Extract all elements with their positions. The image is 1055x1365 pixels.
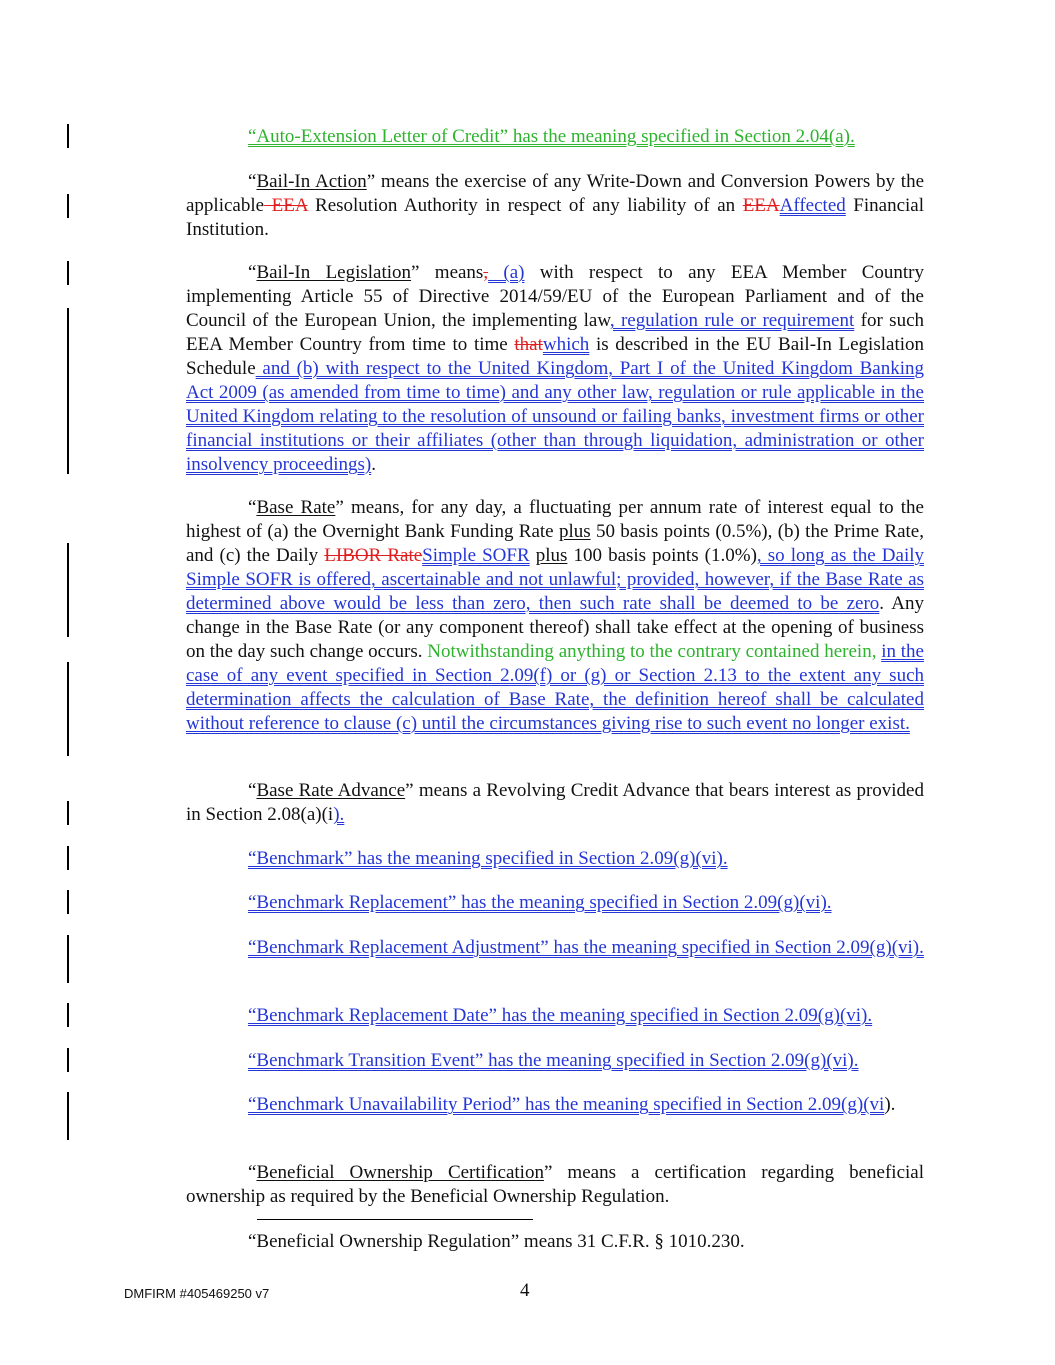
defined-term: Bail-In Legislation [256,262,412,283]
change-bar [67,935,69,983]
text: Financial Institution. [186,195,924,240]
quote: “ [248,1162,257,1183]
text: ” means a certification regarding beneficial ownership as required by the Beneficial Ownership Regulation. [186,1162,924,1207]
definition-bail-in-legislation [186,261,924,477]
deleted-text: EEA [264,195,308,216]
inserted-text: in the case of any event specified in Section 2.09(f) or (g) or Section 2.13 to the extent any such determination affects the calculation of Base Rate, the definition hereof shall be calculated without reference to clause (c) until the circumstances giving rise to such event no longer exist. [186,641,924,734]
footnote-separator [257,1219,533,1220]
definition-benchmark-replacement-date [186,1004,924,1028]
moved-text: “Auto-Extension Letter of Credit” has the meaning specified in Section 2.04(a). [248,126,855,147]
inserted-text: , regulation rule or requirement [609,310,855,331]
definition-bail-in-action [186,170,924,242]
change-bar [67,846,69,870]
change-bar [67,1092,69,1140]
inserted-text: “Benchmark Unavailability Period” has the meaning specified in Section 2.09(g)(vi [248,1094,885,1115]
definition-auto-extension-loc [186,125,924,149]
definition-base-rate-advance [186,779,924,827]
change-bar [67,662,69,756]
text: Resolution Authority in respect of any liability of an [307,195,743,216]
change-bar [67,801,69,825]
defined-term: Base Rate [256,497,336,518]
text: is described in the EU Bail-In Legislation Schedule [186,334,924,379]
change-bar [67,543,69,637]
inserted-text: “Benchmark Replacement” has the meaning specified in Section 2.09(g)(vi). [248,892,832,913]
definition-benchmark-replacement-adjustment [186,936,924,960]
inserted-text: , so long as the Daily Simple SOFR is offered, ascertainable and not unlawful; provided, however, if the Base Rate as determined above would be less than zero, then such rate shall be deemed to be zero [186,545,924,614]
definition-benchmark-replacement [186,891,924,915]
plus-term: plus [558,521,591,542]
definition-beneficial-ownership-regulation [186,1230,924,1254]
text: ). [884,1094,896,1115]
defined-term: Base Rate Advance [256,780,406,801]
inserted-text: (a) [488,262,525,283]
quote: “ [248,497,257,518]
plus-term: plus [535,545,568,566]
defined-term: Bail-In Action [256,171,367,192]
text: . [371,454,376,475]
inserted-text: and (b) with respect to the United Kingdom, Part I of the United Kingdom Banking Act 2009 (as amended from time to time) and any other law, regulation or rule applicable in the United Kingdom relating to the resolution of unsound or failing banks, investment firms or other financial institutions or their affiliates (other than through liquidation, administration or other insolvency proceedings) [186,358,924,475]
definition-benchmark-unavailability-period [186,1093,924,1117]
change-bar [67,1048,69,1072]
text: 50 basis points (0.5%), (b) the Prime Rate, and (c) the Daily [186,521,924,566]
moved-text: Notwithstanding anything to the contrary contained herein, [427,641,882,662]
text: “Beneficial Ownership Regulation” means 31 C.F.R. § 1010.230. [248,1231,745,1252]
text: ” means [411,262,484,283]
change-bar [67,308,69,474]
definition-benchmark-transition-event [186,1049,924,1073]
text: for such EEA Member Country from time to time [186,310,924,355]
definition-beneficial-ownership-certification [186,1161,924,1209]
text: ” means a Revolving Credit Advance that bears interest as provided in Section 2.08(a)(i [186,780,924,825]
text: ” means, for any day, a fluctuating per annum rate of interest equal to the highest of (a) the Overnight Bank Funding Rate [186,497,924,542]
text: ” means the exercise of any Write-Down and Conversion Powers by the applicable [186,171,924,216]
inserted-text: ). [333,804,345,825]
document-id: DMFIRM #405469250 v7 [124,1286,270,1301]
change-bar [67,261,69,285]
text: with respect to any EEA Member Country implementing Article 55 of Directive 2014/59/EU of the European Parliament and of the Council of the European Union, the implementing law [186,262,924,331]
deleted-text: LIBOR Rate [324,545,423,566]
deleted-text: that [514,334,543,355]
text: 100 basis points (1.0%) [567,545,757,566]
change-bar [67,890,69,914]
deleted-text: EEA [742,195,780,216]
text: . Any change in the Base Rate (or any component thereof) shall take effect at the opening of business on the day such change occurs. [186,593,924,662]
quote: “ [248,171,257,192]
definition-benchmark [186,847,924,871]
change-bar [67,194,69,218]
change-bar [67,124,69,148]
inserted-text: “Benchmark Replacement Adjustment” has the meaning specified in Section 2.09(g)(vi). [248,937,924,958]
inserted-text: “Benchmark Transition Event” has the meaning specified in Section 2.09(g)(vi). [248,1050,859,1071]
defined-term: Beneficial Ownership Certification [256,1162,544,1183]
deleted-text: , [483,262,489,283]
quote: “ [248,780,257,801]
inserted-text: “Benchmark” has the meaning specified in Section 2.09(g)(vi). [248,848,728,869]
quote: “ [248,262,257,283]
change-bar [67,1003,69,1027]
definition-base-rate [186,496,924,736]
inserted-text: which [542,334,590,355]
inserted-text: “Benchmark Replacement Date” has the meaning specified in Section 2.09(g)(vi). [248,1005,873,1026]
inserted-text: Simple SOFR [422,545,530,566]
page-number: 4 [520,1280,530,1301]
inserted-text: Affected [779,195,846,216]
